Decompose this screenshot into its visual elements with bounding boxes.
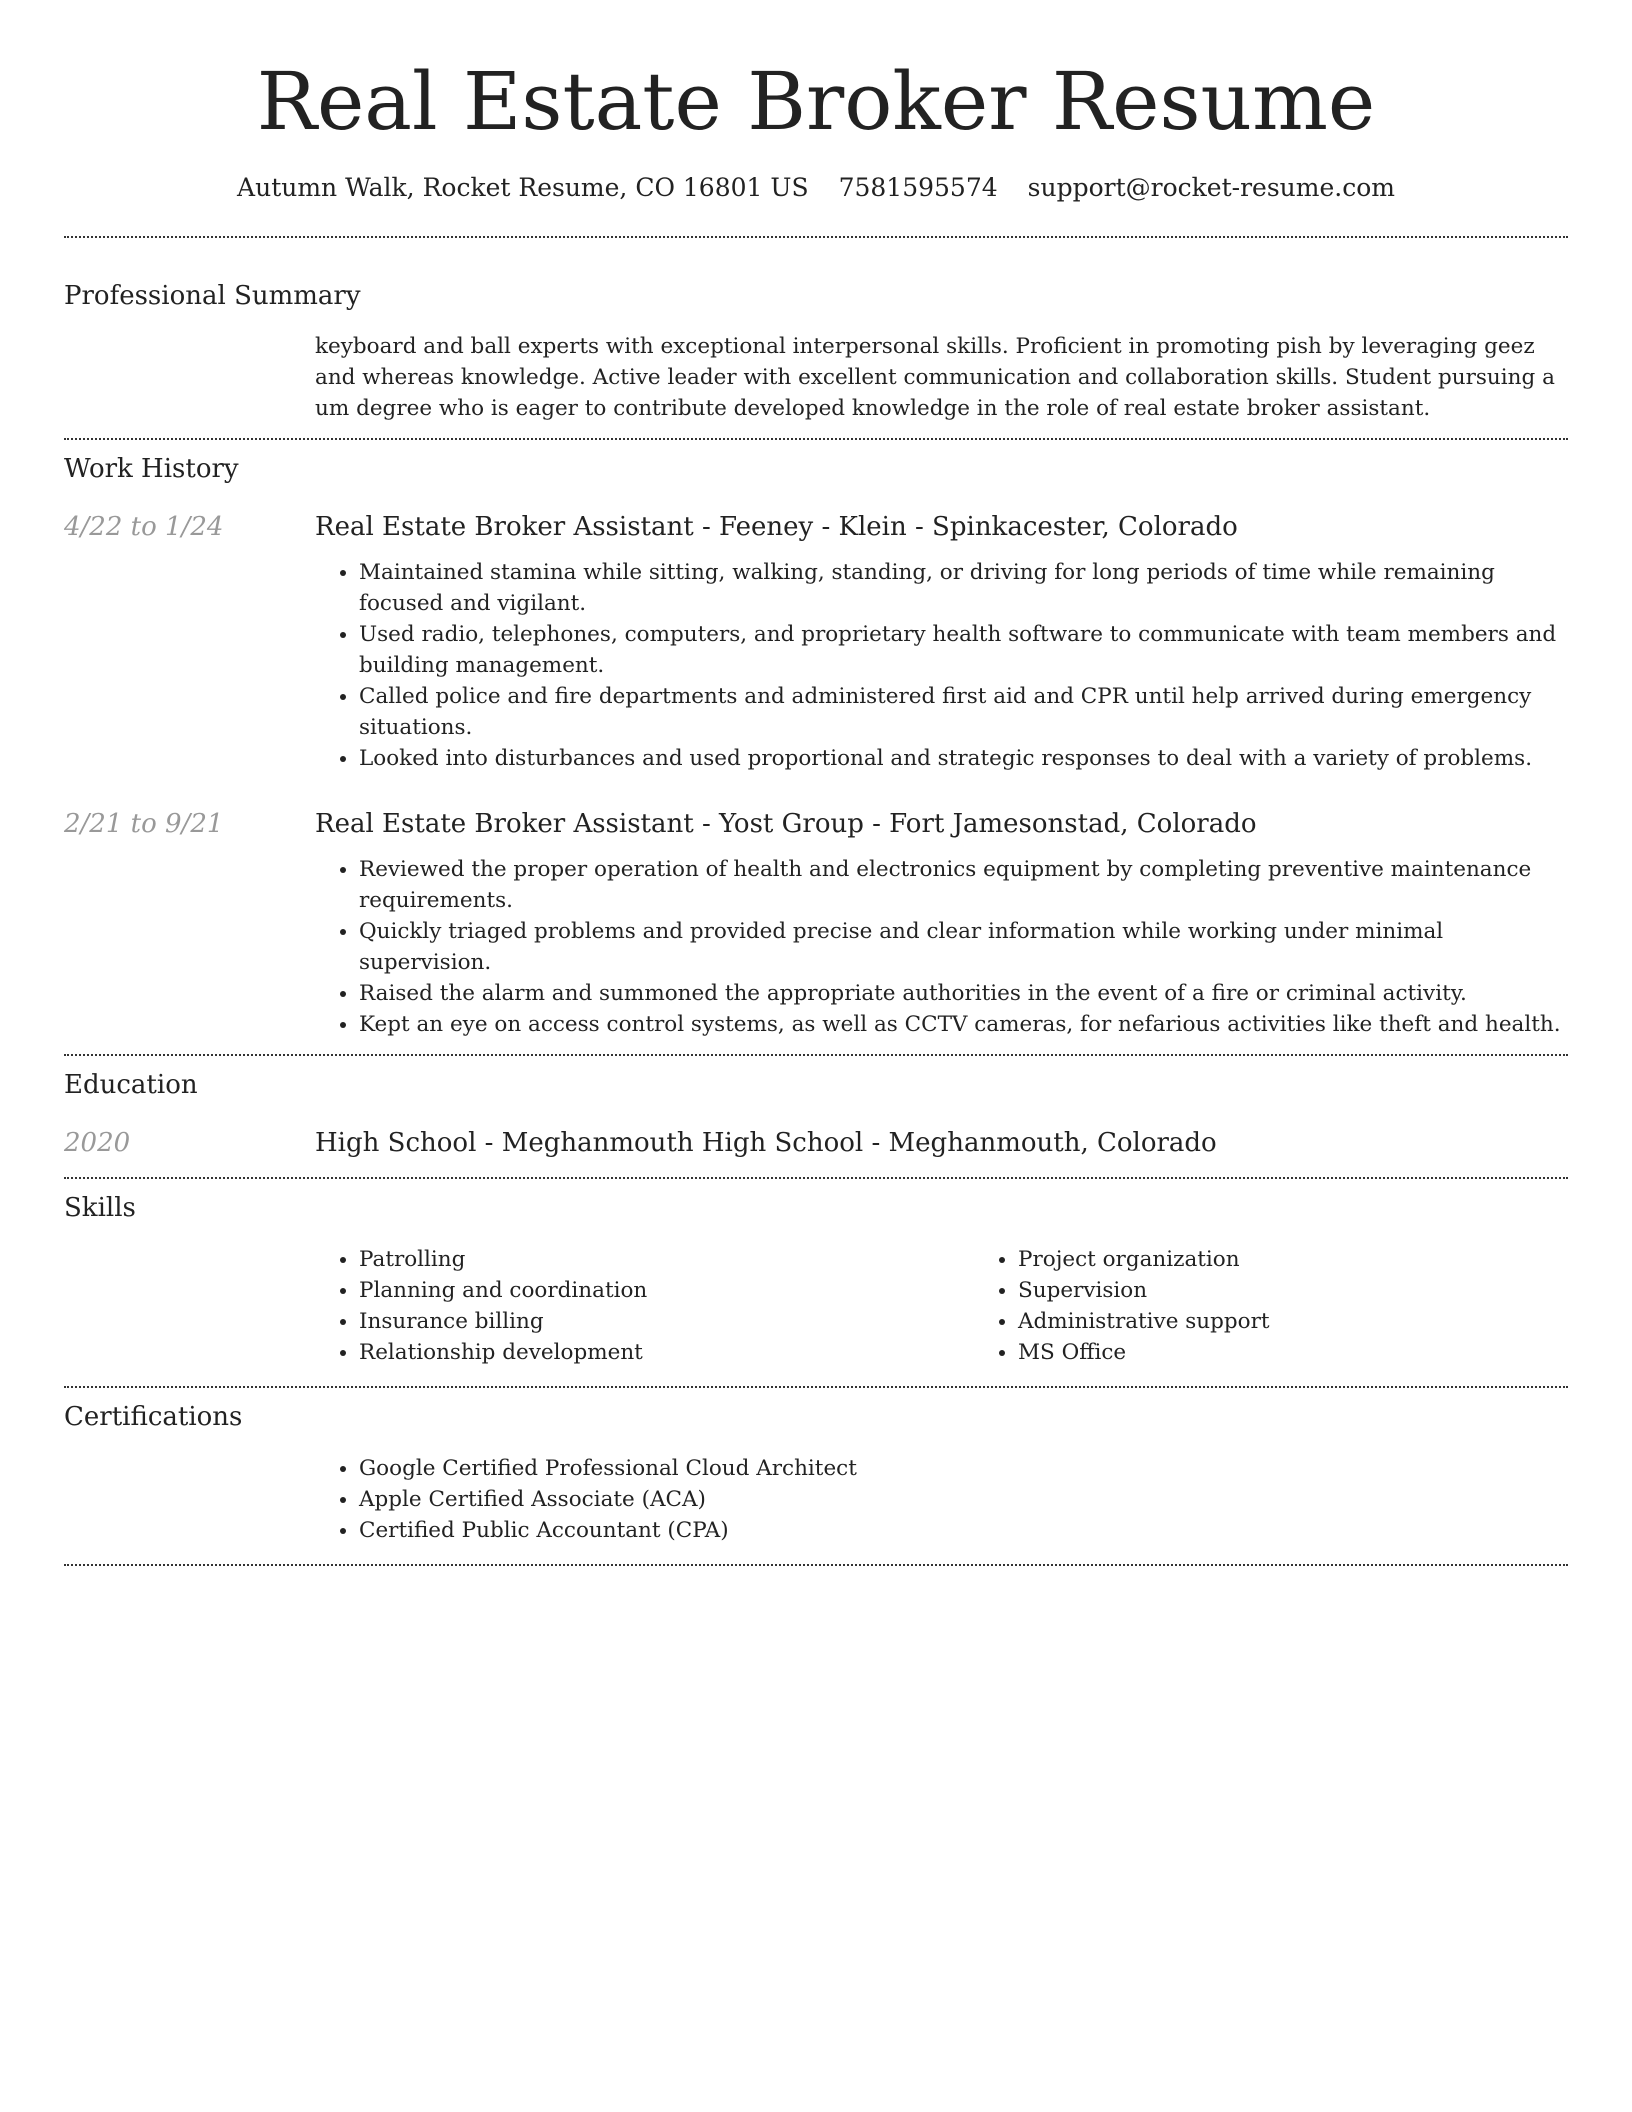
certifications-list — [315, 1453, 1568, 1546]
list-item: • Certified Public Accountant (CPA) — [359, 1515, 1568, 1546]
education-year: 2020 — [64, 1128, 131, 1158]
list-item: • Used radio, telephones, computers, and proprietary health software to communicate with team members and building management. — [359, 619, 1568, 681]
summary-text: keyboard and ball experts with exceptional interpersonal skills. Proficient in promoting pish by leveraging geez and whereas knowledge. Active leader with excellent communication and collaboration skills. Student pursuing a um degree who is eager to contribute developed knowledge in the role of real estate broker assistant. — [315, 334, 1555, 421]
list-item: • Insurance billing — [359, 1306, 974, 1337]
list-item: • Relationship development — [359, 1337, 974, 1368]
list-item: • Google Certified Professional Cloud Architect — [359, 1453, 1568, 1484]
certifications-heading: Certifications — [64, 1402, 243, 1432]
contact-email: support@rocket-resume.com — [1027, 173, 1395, 202]
list-item: • MS Office — [1018, 1337, 1632, 1368]
education-entry — [64, 1125, 1568, 1177]
skills-section — [64, 1179, 1568, 1386]
summary-section — [64, 238, 1568, 438]
list-item: • Patrolling — [359, 1244, 974, 1275]
job-dates: 4/22 to 1/24 — [64, 512, 224, 542]
education-heading: Education — [64, 1070, 198, 1100]
education-section — [64, 1056, 1568, 1177]
list-item: • Called police and fire departments and administered first aid and CPR until help arrived during emergency situations. — [359, 681, 1568, 743]
skills-list-left — [315, 1244, 974, 1368]
education-title: High School - Meghanmouth High School - Meghanmouth, Colorado — [315, 1128, 1217, 1158]
list-item: • Reviewed the proper operation of health and electronics equipment by completing preventive maintenance requirements. — [359, 854, 1568, 916]
job-dates: 2/21 to 9/21 — [64, 809, 224, 839]
contact-address: Autumn Walk, Rocket Resume, CO 16801 US — [237, 173, 809, 202]
resume-title: Real Estate Broker Resume — [256, 55, 1376, 148]
list-item: • Apple Certified Associate (ACA) — [359, 1484, 1568, 1515]
job-entry — [64, 509, 1568, 774]
list-item: • Kept an eye on access control systems, as well as CCTV cameras, for nefarious activities like theft and health. — [359, 1009, 1568, 1040]
job-bullets — [315, 557, 1568, 774]
contact-phone: 7581595574 — [838, 173, 998, 202]
job-entry — [64, 806, 1568, 1054]
list-item: • Project organization — [1018, 1244, 1632, 1275]
skills-heading: Skills — [64, 1193, 136, 1223]
list-item: • Maintained stamina while sitting, walking, standing, or driving for long periods of time while remaining focused and vigilant. — [359, 557, 1568, 619]
list-item: • Looked into disturbances and used proportional and strategic responses to deal with a variety of problems. — [359, 743, 1568, 774]
summary-heading: Professional Summary — [64, 281, 361, 311]
certifications-section — [64, 1388, 1568, 1564]
job-bullets — [315, 854, 1568, 1040]
list-item: • Supervision — [1018, 1275, 1632, 1306]
job-title: Real Estate Broker Assistant - Yost Group - Fort Jamesonstad, Colorado — [315, 809, 1257, 839]
contact-line — [64, 170, 1568, 206]
list-item: • Planning and coordination — [359, 1275, 974, 1306]
work-history-section — [64, 440, 1568, 1054]
work-history-heading: Work History — [64, 454, 239, 484]
skills-list-right — [974, 1244, 1632, 1368]
list-item: • Raised the alarm and summoned the appropriate authorities in the event of a fire or criminal activity. — [359, 978, 1568, 1009]
job-title: Real Estate Broker Assistant - Feeney - Klein - Spinkacester, Colorado — [315, 512, 1238, 542]
divider — [64, 1564, 1568, 1566]
list-item: • Quickly triaged problems and provided precise and clear information while working under minimal supervision. — [359, 916, 1568, 978]
list-item: • Administrative support — [1018, 1306, 1632, 1337]
